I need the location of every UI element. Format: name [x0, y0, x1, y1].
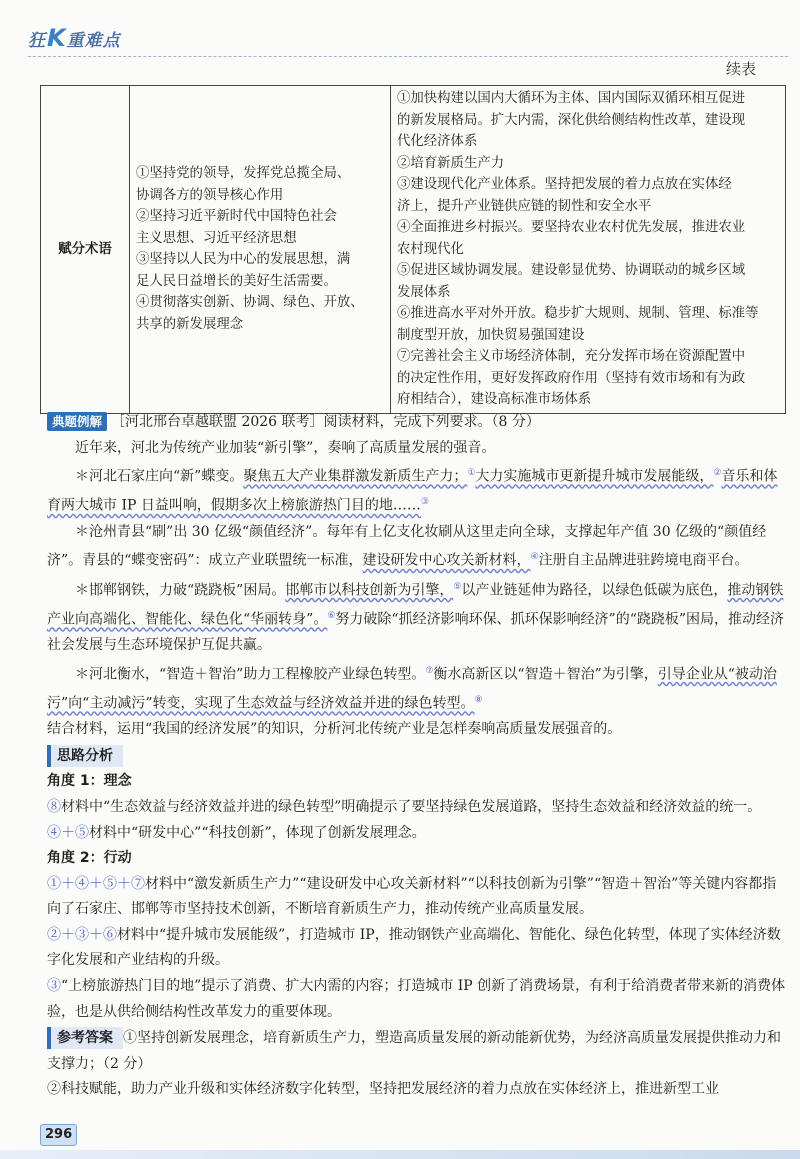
material-paragraph-3: [47, 575, 787, 659]
table-row: [41, 86, 786, 414]
cell-line: ④全面推进乡村振兴。要坚持农业农村优先发展，推进农业: [397, 220, 746, 235]
cell-line: ⑦完善社会主义市场经济体制，充分发挥市场在资源配置中: [397, 349, 746, 364]
analysis-tag: 思路分析: [47, 745, 123, 767]
annotation-marker: ④: [530, 552, 539, 563]
example-source: ［河北邢台卓越联盟 2026 联考］: [111, 414, 324, 430]
logo-text-left: 狂: [28, 30, 46, 51]
cell-line: ③建设现代化产业体系。坚持把发展的着力点放在实体经: [397, 177, 732, 192]
analysis-point: [47, 795, 787, 821]
logo-text-right: 重难点: [66, 30, 121, 51]
underlined-text: 聚焦五大产业集群激发新质生产力；: [243, 468, 468, 485]
analysis-ref: ③: [47, 978, 61, 995]
analysis-point: [47, 872, 787, 923]
underlined-text: 推动钢铁产业向高端化、智能化、绿色化“华丽转身”。: [47, 582, 784, 628]
analysis-ref: ①＋④＋⑤＋⑦: [47, 875, 145, 892]
material-intro: 近年来，河北为传统产业加装“新引擎”，奏响了高质量发展的强音。: [75, 439, 496, 456]
answer-section: [47, 1025, 787, 1103]
cell-line: 的新发展格局。扩大内需，深化供给侧结构性改革，建设现: [397, 112, 746, 128]
cell-line: 农村现代化: [397, 241, 464, 257]
analysis-point: [47, 821, 787, 847]
example-heading: [47, 410, 787, 436]
analysis-ref: ④＋⑤: [47, 824, 89, 841]
footer-bar: [0, 1150, 800, 1159]
cell-line: 的决定性作用，更好发挥政府作用（坚持有效市场和有为政: [397, 370, 746, 386]
cell-line: ②坚持习近平新时代中国特色社会: [136, 209, 337, 225]
annotation-marker: ①: [467, 468, 476, 479]
angle-1-title: 角度 1：理念: [47, 773, 132, 790]
header-divider: [28, 56, 788, 57]
material-paragraph-1: [47, 461, 787, 520]
cell-line: 济上，提升产业链供应链的韧性和安全水平: [397, 198, 652, 214]
annotation-marker: ⑤: [453, 581, 462, 592]
cell-line: 制度型开放，加快贸易强国建设: [397, 327, 585, 343]
annotation-marker: ②: [713, 468, 722, 479]
analysis-ref: ⑧: [47, 798, 61, 815]
cell-line: ②培育新质生产力: [397, 155, 505, 171]
underlined-text: 音乐和体育两大城市 IP 日益叫响，假期多次上榜旅游热门目的地……: [47, 468, 778, 515]
continued-label: 续表: [725, 60, 756, 78]
cell-line: 代化经济体系: [397, 134, 478, 149]
cell-line: ⑤促进区域协调发展。建设彰显优势、协调联动的城乡区域: [397, 263, 746, 278]
cell-line: ④贯彻落实创新、协调、绿色、开放、: [136, 295, 364, 311]
logo-k-glyph: K: [47, 24, 66, 52]
question-text: 结合材料，运用“我国的经济发展”的知识，分析河北传统产业是怎样奏响高质量发展强音的。: [47, 721, 622, 738]
page-number: 296: [40, 1124, 77, 1146]
annotation-marker: ⑦: [425, 665, 434, 676]
analysis-ref: ②＋③＋⑥: [47, 926, 117, 943]
cell-line: ①坚持党的领导，发挥党总揽全局、: [136, 166, 351, 182]
brand-logo: [28, 24, 121, 52]
material-text: 衡水高新区以“智造＋智治”为引擎，: [433, 666, 658, 683]
underlined-text: 建设研发中心攻关新材料，: [362, 552, 531, 569]
cell-line: ①加快构建以国内大循环为主体、国内国际双循环相互促进: [397, 91, 746, 106]
principles-cell: [130, 86, 391, 414]
analysis-text: “上榜旅游热门目的地”提示了消费、扩大内需的内容；打造城市 IP 创新了消费场景，有利于给消费者带来新的消费体验，也是从供给侧结构性改革发力的重要体现。: [47, 978, 786, 1020]
material-text: 以产业链延伸为路径，以绿色低碳为底色，: [461, 582, 728, 599]
material-paragraph-4: [47, 659, 787, 718]
analysis-point: [47, 974, 787, 1025]
page-header: [0, 0, 800, 78]
answer-point: [47, 1025, 787, 1077]
cell-line: 足人民日益增长的美好生活需要。: [136, 273, 337, 289]
cell-line: 府相结合），建设高标准市场体系: [397, 392, 592, 407]
material-text: ＊河北衡水，“智造＋智治”助力工程橡胶产业绿色转型。: [75, 666, 426, 683]
analysis-point: [47, 923, 787, 974]
annotation-marker: ⑥: [327, 610, 336, 621]
analysis-text: 材料中“提升城市发展能级”，打造城市 IP，推动钢铁产业高端化、智能化、绿色化转型，体现了实体经济数字化发展和产业结构的升级。: [47, 926, 781, 969]
angle-2-title: 角度 2：行动: [47, 850, 132, 867]
cell-line: 发展体系: [397, 284, 451, 300]
cell-line: ⑥推进高水平对外开放。稳步扩大规则、规制、管理、标准等: [397, 306, 759, 321]
scoring-terms-table: [40, 85, 786, 414]
answer-tag: 参考答案: [47, 1027, 123, 1049]
material-paragraph-2: [47, 520, 787, 575]
material-text: ＊沧州青县“刷”出 30 亿级“颜值经济”。每年有上亿支化妆刷从这里走向全球，支撑起年产值 30 亿级的“颜值经济”。青县的“蝶变密码”：成立产业联盟统一标准，: [47, 523, 767, 569]
material-text: 注册自主品牌进驻跨境电商平台。: [538, 552, 749, 569]
answer-point: ②科技赋能，助力产业升级和实体经济数字化转型，坚持把发展经济的着力点放在实体经济上，推进新型工业: [47, 1081, 719, 1098]
underlined-text: 引导企业从“被动治污”向“主动减污”转变，实现了生态效益与经济效益并进的绿色转型。: [47, 666, 777, 712]
analysis-text: 材料中“生态效益与经济效益并进的绿色转型”明确提示了要坚持绿色发展道路，坚持生态效益和经济效益的统一。: [61, 798, 762, 815]
analysis-text: 材料中“研发中心”“科技创新”，体现了创新发展理念。: [89, 824, 426, 841]
answer-text: ①坚持创新发展理念，培育新质生产力，塑造高质量发展的新动能新优势，为经济高质量发展提供推动力和支撑力；（2 分）: [47, 1030, 781, 1072]
cell-line: 协调各方的领导核心作用: [136, 187, 284, 203]
analysis-text: 材料中“激发新质生产力”“建设研发中心攻关新材料”“以科技创新为引擎”“智造＋智治”等关键内容都指向了石家庄、邯郸等市坚持技术创新，不断培育新质生产力，推动传统产业高质量发展。: [47, 875, 777, 918]
example-instruction: 阅读材料，完成下列要求。（8 分）: [323, 414, 540, 430]
worked-example: [47, 410, 787, 1103]
table-row-label: 赋分术语: [41, 86, 130, 414]
annotation-marker: ⑧: [474, 694, 483, 705]
annotation-marker: ③: [420, 497, 429, 508]
material-text: ＊河北石家庄向“新”蝶变。: [75, 468, 244, 485]
actions-cell: [391, 86, 786, 414]
cell-line: 共享的新发展理念: [136, 316, 244, 332]
material-text: ＊邯郸钢铁，力破“跷跷板”困局。: [75, 582, 286, 599]
underlined-text: 邯郸市以科技创新为引擎，: [285, 582, 454, 599]
cell-line: ③坚持以人民为中心的发展思想，满: [136, 252, 351, 268]
cell-line: 主义思想、习近平经济思想: [136, 230, 297, 246]
analysis-section: [47, 743, 787, 1026]
material-text: 努力破除“抓经济影响环保、抓环保影响经济”的“跷跷板”困局，推动经济社会发展与生态环境保护互促共赢。: [47, 611, 785, 654]
underlined-text: 大力实施城市更新提升城市发展能级，: [475, 468, 714, 485]
example-tag: 典题例解: [47, 412, 107, 431]
